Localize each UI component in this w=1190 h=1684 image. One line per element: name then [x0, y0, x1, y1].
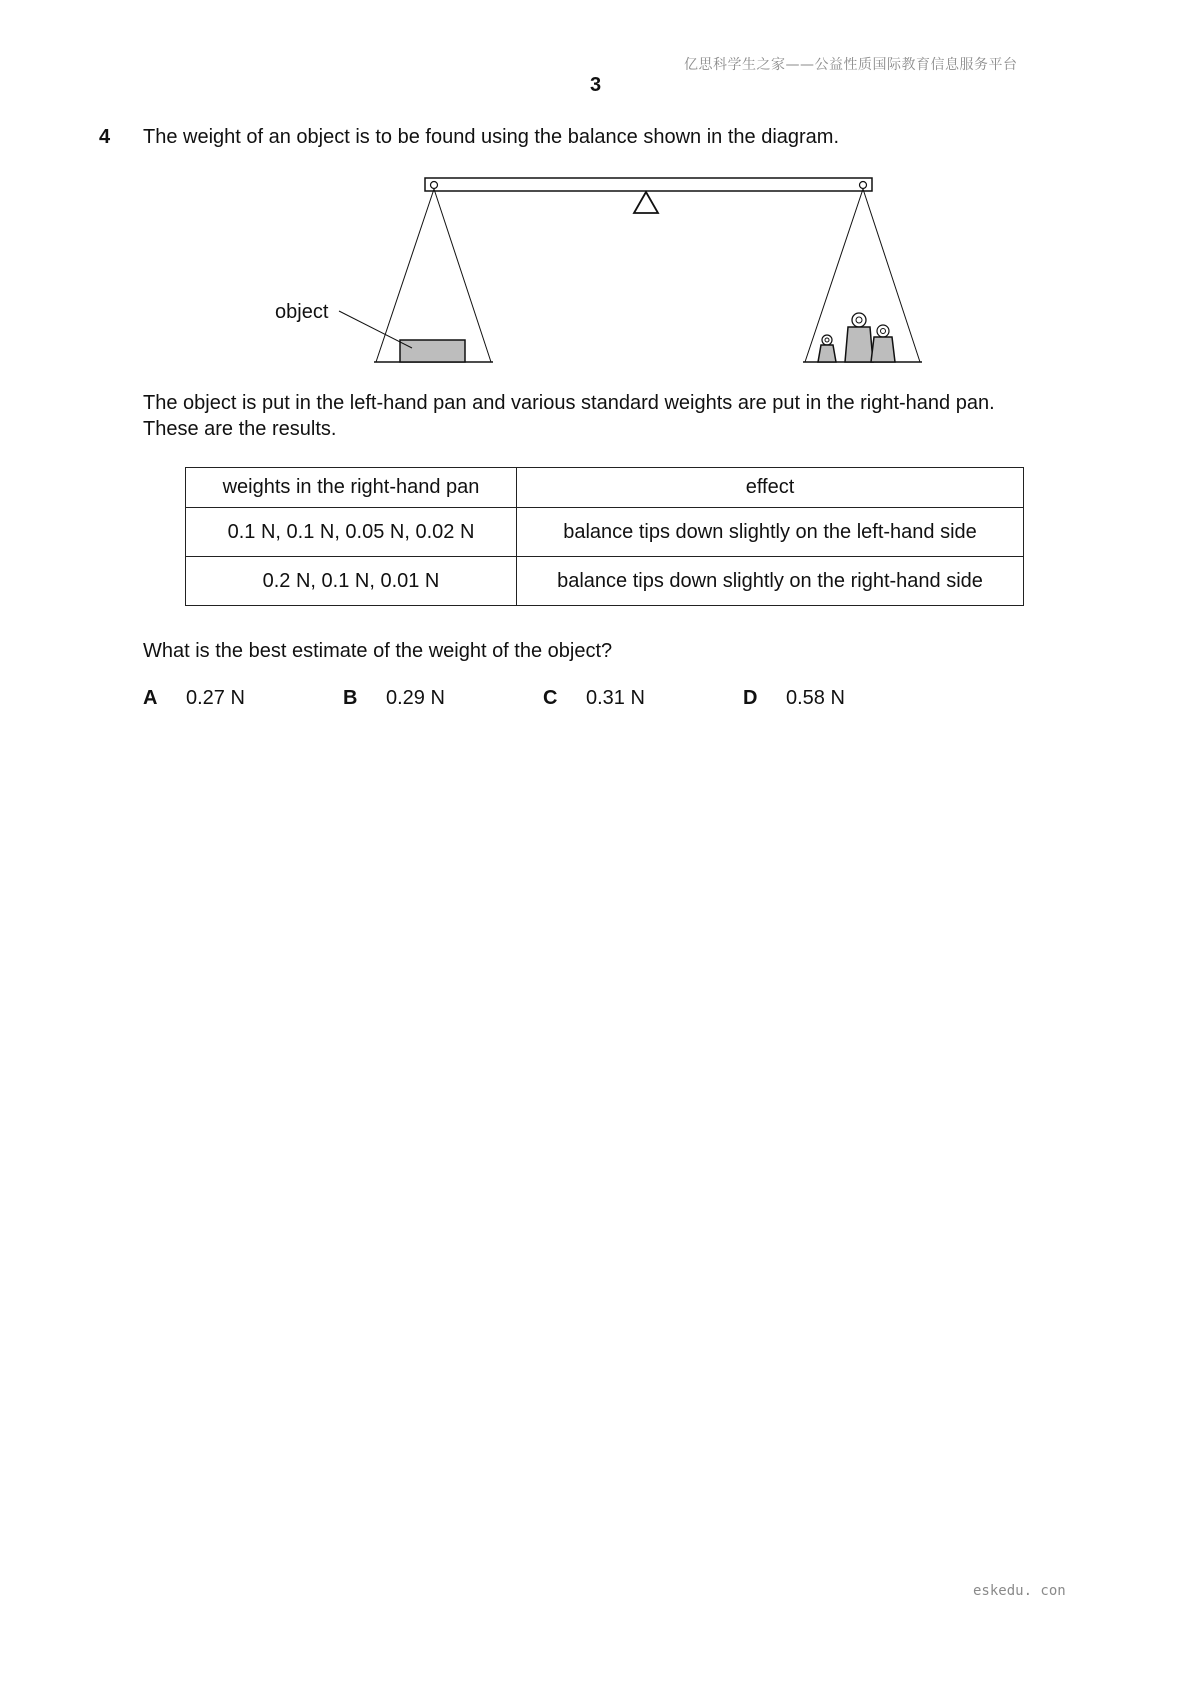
results-table — [185, 467, 1024, 606]
table-header-row — [186, 468, 1024, 508]
object-label: object — [275, 301, 329, 323]
option-value: 0.27 N — [186, 687, 245, 709]
page-number: 3 — [590, 74, 602, 96]
row2-weights: 0.2 N, 0.1 N, 0.01 N — [186, 557, 517, 606]
question-prompt: What is the best estimate of the weight of the object? — [143, 640, 613, 662]
option-letter: A — [143, 687, 158, 709]
setup-line-2: These are the results. — [143, 418, 337, 440]
question-number: 4 — [99, 126, 111, 148]
option-value: 0.58 N — [786, 687, 845, 709]
left-pivot-ring — [431, 182, 438, 189]
footer-site: eskedu. con — [973, 1583, 1066, 1599]
option-d[interactable] — [743, 687, 845, 710]
object-leader-line — [339, 311, 412, 348]
setup-line-1: The object is put in the left-hand pan and various standard weights are put in the right-hand pan. — [143, 392, 995, 414]
option-a[interactable] — [143, 687, 245, 710]
option-letter: C — [543, 687, 558, 709]
header-weights: weights in the right-hand pan — [186, 468, 517, 508]
right-pivot-ring — [860, 182, 867, 189]
watermark-header: 亿思科学生之家——公益性质国际教育信息服务平台 — [684, 57, 1018, 73]
header-effect: effect — [517, 468, 1024, 508]
row1-effect: balance tips down slightly on the left-hand side — [517, 508, 1024, 557]
fulcrum — [634, 192, 658, 213]
setup-description — [143, 390, 1103, 442]
option-c[interactable] — [543, 687, 645, 710]
row1-weights: 0.1 N, 0.1 N, 0.05 N, 0.02 N — [186, 508, 517, 557]
option-letter: D — [743, 687, 758, 709]
option-value: 0.29 N — [386, 687, 445, 709]
table-row — [186, 508, 1024, 557]
standard-weights-icon — [818, 313, 895, 362]
row2-effect: balance tips down slightly on the right-hand side — [517, 557, 1024, 606]
table-row — [186, 557, 1024, 606]
option-letter: B — [343, 687, 358, 709]
question-text: The weight of an object is to be found using the balance shown in the diagram. — [143, 126, 840, 148]
balance-diagram — [270, 170, 930, 370]
balance-beam — [425, 178, 872, 191]
option-value: 0.31 N — [586, 687, 645, 709]
object-block — [400, 340, 465, 362]
option-b[interactable] — [343, 687, 445, 710]
